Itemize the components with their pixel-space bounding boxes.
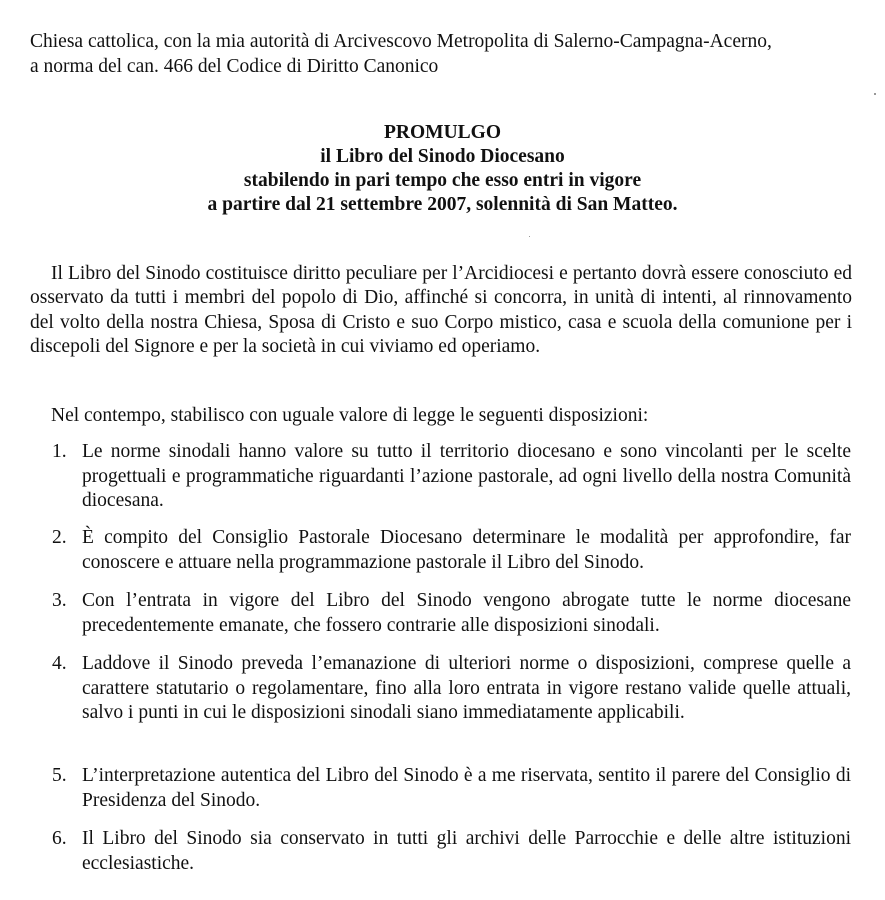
scan-speck — [529, 236, 530, 237]
promulgation-heading: PROMULGO — [384, 122, 501, 143]
scan-speck — [874, 93, 876, 95]
intro-line-2: a norma del can. 466 del Codice di Diritto Canonico — [30, 55, 439, 77]
intro-block — [30, 30, 860, 79]
promulgation-block — [0, 121, 885, 217]
body-paragraph-block — [30, 262, 852, 360]
disposition-number: 6. — [52, 828, 67, 849]
promulgation-line-1: il Libro del Sinodo Diocesano — [320, 146, 565, 167]
disposition-number: 5. — [52, 765, 67, 786]
intro-line-1: Chiesa cattolica, con la mia autorità di Arcivescovo Metropolita di Salerno-Campagna-Acerno, — [30, 31, 772, 52]
disposition-text: È compito del Consiglio Pastorale Diocesano determinare le modalità per approfondire, far conoscere e attuare nella programmazione pastorale il Libro del Sinodo. — [82, 527, 851, 573]
contempo-line: Nel contempo, stabilisco con uguale valore di legge le seguenti disposizioni: — [51, 405, 649, 426]
disposition-text: L’interpretazione autentica del Libro del Sinodo è a me riservata, sentito il parere del Consiglio di Presidenza del Sinodo. — [82, 765, 851, 811]
disposition-text: Con l’entrata in vigore del Libro del Sinodo vengono abrogate tutte le norme diocesane precedentemente emanate, che fossero contrarie alle disposizioni sinodali. — [82, 590, 851, 636]
disposition-number: 3. — [52, 590, 67, 611]
disposition-number: 1. — [52, 441, 67, 462]
disposition-text: Il Libro del Sinodo sia conservato in tutti gli archivi delle Parrocchie e delle altre istituzioni ecclesiastiche. — [82, 828, 851, 874]
promulgation-line-3: a partire dal 21 settembre 2007, solennità di San Matteo. — [207, 194, 678, 215]
disposition-number: 2. — [52, 527, 67, 548]
body-paragraph: Il Libro del Sinodo costituisce diritto peculiare per l’Arcidiocesi e pertanto dovrà essere conosciuto ed osservato da tutti i membri del popolo di Dio, affinché si concorra, in unità di intenti, al rinnovamento del volto della nostra Chiesa, Sposa di Cristo e suo Corpo mistico, casa e scuola della comunione per i discepoli del Signore e per la società in cui viviamo ed operiamo. — [30, 263, 852, 358]
promulgation-line-2: stabilendo in pari tempo che esso entri in vigore — [243, 170, 642, 191]
disposition-text: Laddove il Sinodo preveda l’emanazione di ulteriori norme o disposizioni, comprese quelle a carattere statutario o regolamentare, fino alla loro entrata in vigore restano valide quelle attuali, salvo i punti in cui le disposizioni sinodali siano immediatamente applicabili. — [82, 653, 851, 723]
disposition-text: Le norme sinodali hanno valore su tutto il territorio diocesano e sono vincolanti per le scelte progettuali e programmatiche riguardanti l’azione pastorale, ad ogni livello della nostra Comunità diocesana. — [82, 441, 851, 511]
disposition-number: 4. — [52, 653, 67, 674]
contempo-block — [51, 404, 851, 429]
